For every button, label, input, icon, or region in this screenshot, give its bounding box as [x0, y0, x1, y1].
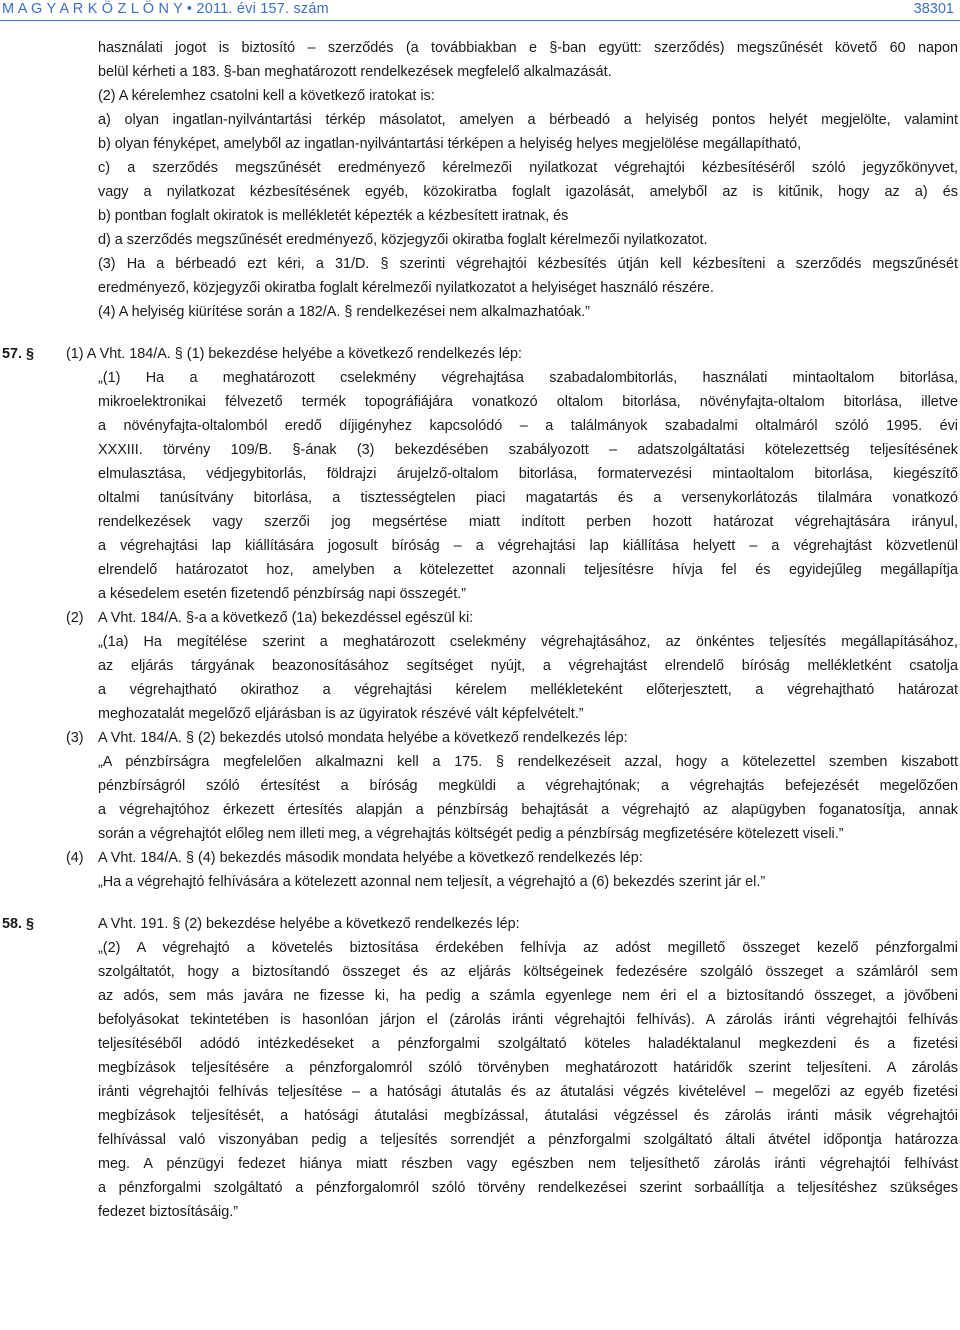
text-line: b) pontban foglalt okiratok is mellékletét képezték a kézbesített iratnak, és [98, 208, 569, 224]
text-line: használati jogot is biztosító – szerződés (a továbbiakban e §-ban együtt: szerződés) megszűnését követő 60 napon [98, 40, 958, 56]
text-line: megbízások teljesítését, a hatósági átutalási megbízással, átutalási végzéssel és zárolás iránti másik végrehajtói [98, 1108, 958, 1124]
text-line: teljesítéséből adódó intézkedéseket a pénzforgalmi szolgáltató köteles haladéktalanul megkezdeni és a fizetési [98, 1036, 958, 1052]
text-line: fedezet biztosításáig.” [98, 1204, 238, 1220]
text-line: „(1a) Ha megítélése szerint a meghatározott cselekmény végrehajtásához, az önkéntes teljesítés megállapításához, [98, 634, 958, 650]
section-number-57: 57. § [2, 346, 35, 362]
header-divider [0, 20, 960, 21]
text-line: belül kérheti a 183. §-ban meghatározott rendelkezések megfelelő alkalmazását. [98, 64, 612, 80]
text-line: meghozatalát megelőző eljárásban is az ügyiratok részévé vált képfelvételt.” [98, 706, 584, 722]
text-line: felhívással való viszonyában pedig a teljesítés sorrendjét a pénzforgalmi szolgáltató általi átvétel időpontja határozza [98, 1132, 958, 1148]
text-line: oltalmi tanúsítvány bitorlása, a tisztességtelen piaci magatartás és a versenykorlátozás tilalmára vonatkozó [98, 490, 958, 506]
text-line: elrendelő határozatot hoz, amelyben a kötelezettet azonnali teljesítésre hívja fel és egyidejűleg megállapítja [98, 562, 958, 578]
text-line: a pénzforgalmi szolgáltató a pénzforgalomról szóló törvény rendelkezései szerint sorbaállítja a teljesítéshez szükséges [98, 1180, 958, 1196]
journal-title: M A G Y A R K Ö Z L Ö N Y • 2011. évi 157. szám [2, 1, 329, 17]
text-line: A Vht. 184/A. § (4) bekezdés második mondata helyébe a következő rendelkezés lép: [98, 850, 643, 866]
text-line: „(1) Ha a meghatározott cselekmény végrehajtása szabadalombitorlás, használati mintaoltalom bitorlása, [98, 370, 958, 386]
text-line: elmulasztása, védjegybitorlás, földrajzi árujelző-oltalom bitorlása, formatervezési mintaoltalom bitorlása, kiegészítő [98, 466, 958, 482]
text-line: „A pénzbírságra megfelelően alkalmazni kell a 175. § rendelkezéseit azzal, hogy a kötelezettel szemben kiszabott [98, 754, 958, 770]
text-line: a késedelem esetén fizetendő pénzbírság napi összegét.” [98, 586, 466, 602]
text-line: c) a szerződés megszűnését eredményező kérelmezői nyilatkozat végrehajtói kézbesítéséről szóló jegyzőkönyvet, [98, 160, 958, 176]
paragraph-number-4: (4) [66, 850, 84, 866]
text-line: a növényfajta-oltalomból eredő díjigényhez kapcsolódó – a találmányok szabadalmi oltalmáról szóló 1995. évi [98, 418, 958, 434]
text-line: mikroelektronikai félvezető termék topográfiájára vonatkozó oltalom bitorlása, növényfajta-oltalom bitorlása, illetve [98, 394, 958, 410]
text-line: a végrehajtóhoz érkezett értesítés alapján a pénzbírság behajtását a végrehajtó az alapügyben foganatosítja, annak [98, 802, 958, 818]
text-line: az adós, sem más javára ne fizesse ki, ha pedig a számla egyenlege nem éri el a biztosítandó összeget, a jövőbeni [98, 988, 958, 1004]
text-line: b) olyan fényképet, amelyből az ingatlan-nyilvántartási térképen a helyiség helyes megjelölése megállapítható, [98, 136, 802, 152]
text-line: XXXIII. törvény 109/B. §-ának (3) bekezdésében szabályozott – adatszolgáltatási kötelezettség teljesítésének [98, 442, 958, 458]
text-line: „(2) A végrehajtó a követelés biztosítása érdekében felhívja az adóst megillető összeget kezelő pénzforgalmi [98, 940, 958, 956]
text-line: (2) A kérelemhez csatolni kell a következő iratokat is: [98, 88, 435, 104]
text-line: rendelkezések vagy szerzői jog megsértése miatt indított perben hozott határozat végrehajtására irányul, [98, 514, 958, 530]
text-line: meg. A pénzügyi fedezet hiánya miatt részben vagy egészben nem teljesíthető zárolás iránti végrehajtói felhívást [98, 1156, 958, 1172]
paragraph-number-3: (3) [66, 730, 84, 746]
text-line: A Vht. 184/A. § (2) bekezdés utolsó mondata helyébe a következő rendelkezés lép: [98, 730, 628, 746]
text-line: eredményező, közjegyzői okiratba foglalt kérelmezői nyilatkozatot a helyiséget használó részére. [98, 280, 714, 296]
text-line: (1) A Vht. 184/A. § (1) bekezdése helyébe a következő rendelkezés lép: [66, 346, 522, 362]
text-line: befolyásokat tekintetében is hasonlóan járjon el (zárolás iránti végrehajtói felhívás). A zárolás iránti végrehajtói felhívás [98, 1012, 958, 1028]
text-line: (3) Ha a bérbeadó ezt kéri, a 31/D. § szerinti végrehajtói kézbesítés útján kell kézbesíteni a szerződés megszűnését [98, 256, 958, 272]
text-line: a végrehajtási lap kiállítására jogosult bíróság – a végrehajtási lap kiállítása helyett – a végrehajtást közvetlenül [98, 538, 958, 554]
text-line: (4) A helyiség kiürítése során a 182/A. § rendelkezései nem alkalmazhatóak.” [98, 304, 590, 320]
text-line: az eljárás tárgyának beazonosításához segítséget nyújt, a végrehajtást elrendelő bíróság mellékletként csatolja [98, 658, 958, 674]
page-number: 38301 [913, 1, 954, 17]
section-number-58: 58. § [2, 916, 35, 932]
paragraph-number-2: (2) [66, 610, 84, 626]
text-line: d) a szerződés megszűnését eredményező, közjegyzői okiratba foglalt kérelmezői nyilatkozatot. [98, 232, 708, 248]
text-line: során a végrehajtót előleg nem illeti meg, a végrehajtás költségét pedig a pénzbírság megfizetésére kötelezett viseli.” [98, 826, 844, 842]
text-line: pénzbírságról szóló értesítést a bíróság megküldi a végrehajtónak; a végrehajtás befejezését megelőzően [98, 778, 958, 794]
text-line: a végrehajtható okirathoz a végrehajtási kérelem mellékleteként előterjesztett, a végrehajtható határozat [98, 682, 958, 698]
page-header [0, 0, 960, 22]
text-line: megbízások teljesítésére a pénzforgalomról szóló törvényben meghatározott határidők szerint teljesíteni. A zárolás [98, 1060, 958, 1076]
text-line: „Ha a végrehajtó felhívására a kötelezett azonnal nem teljesít, a végrehajtó a (6) bekezdés szerint jár el.” [98, 874, 766, 890]
text-line: vagy a nyilatkozat kézbesítésének egyéb, közokiratba foglalt igazolását, amelyből az is kitűnik, hogy az a) és [98, 184, 958, 200]
text-line: A Vht. 184/A. §-a a következő (1a) bekezdéssel egészül ki: [98, 610, 474, 626]
text-line: A Vht. 191. § (2) bekezdése helyébe a következő rendelkezés lép: [98, 916, 520, 932]
text-line: iránti végrehajtói felhívás teljesítése – a hatósági átutalás és az átutalási végzés kivételével – megelőzi az egyéb fizetési [98, 1084, 958, 1100]
text-line: szolgáltatót, hogy a biztosítandó összeget és az eljárás költségeinek fedezésére szolgáló összeget a számláról sem [98, 964, 958, 980]
text-line: a) olyan ingatlan-nyilvántartási térkép másolatot, amelyen a bérbeadó a helyiség pontos helyét megjelölte, valamint [98, 112, 958, 128]
